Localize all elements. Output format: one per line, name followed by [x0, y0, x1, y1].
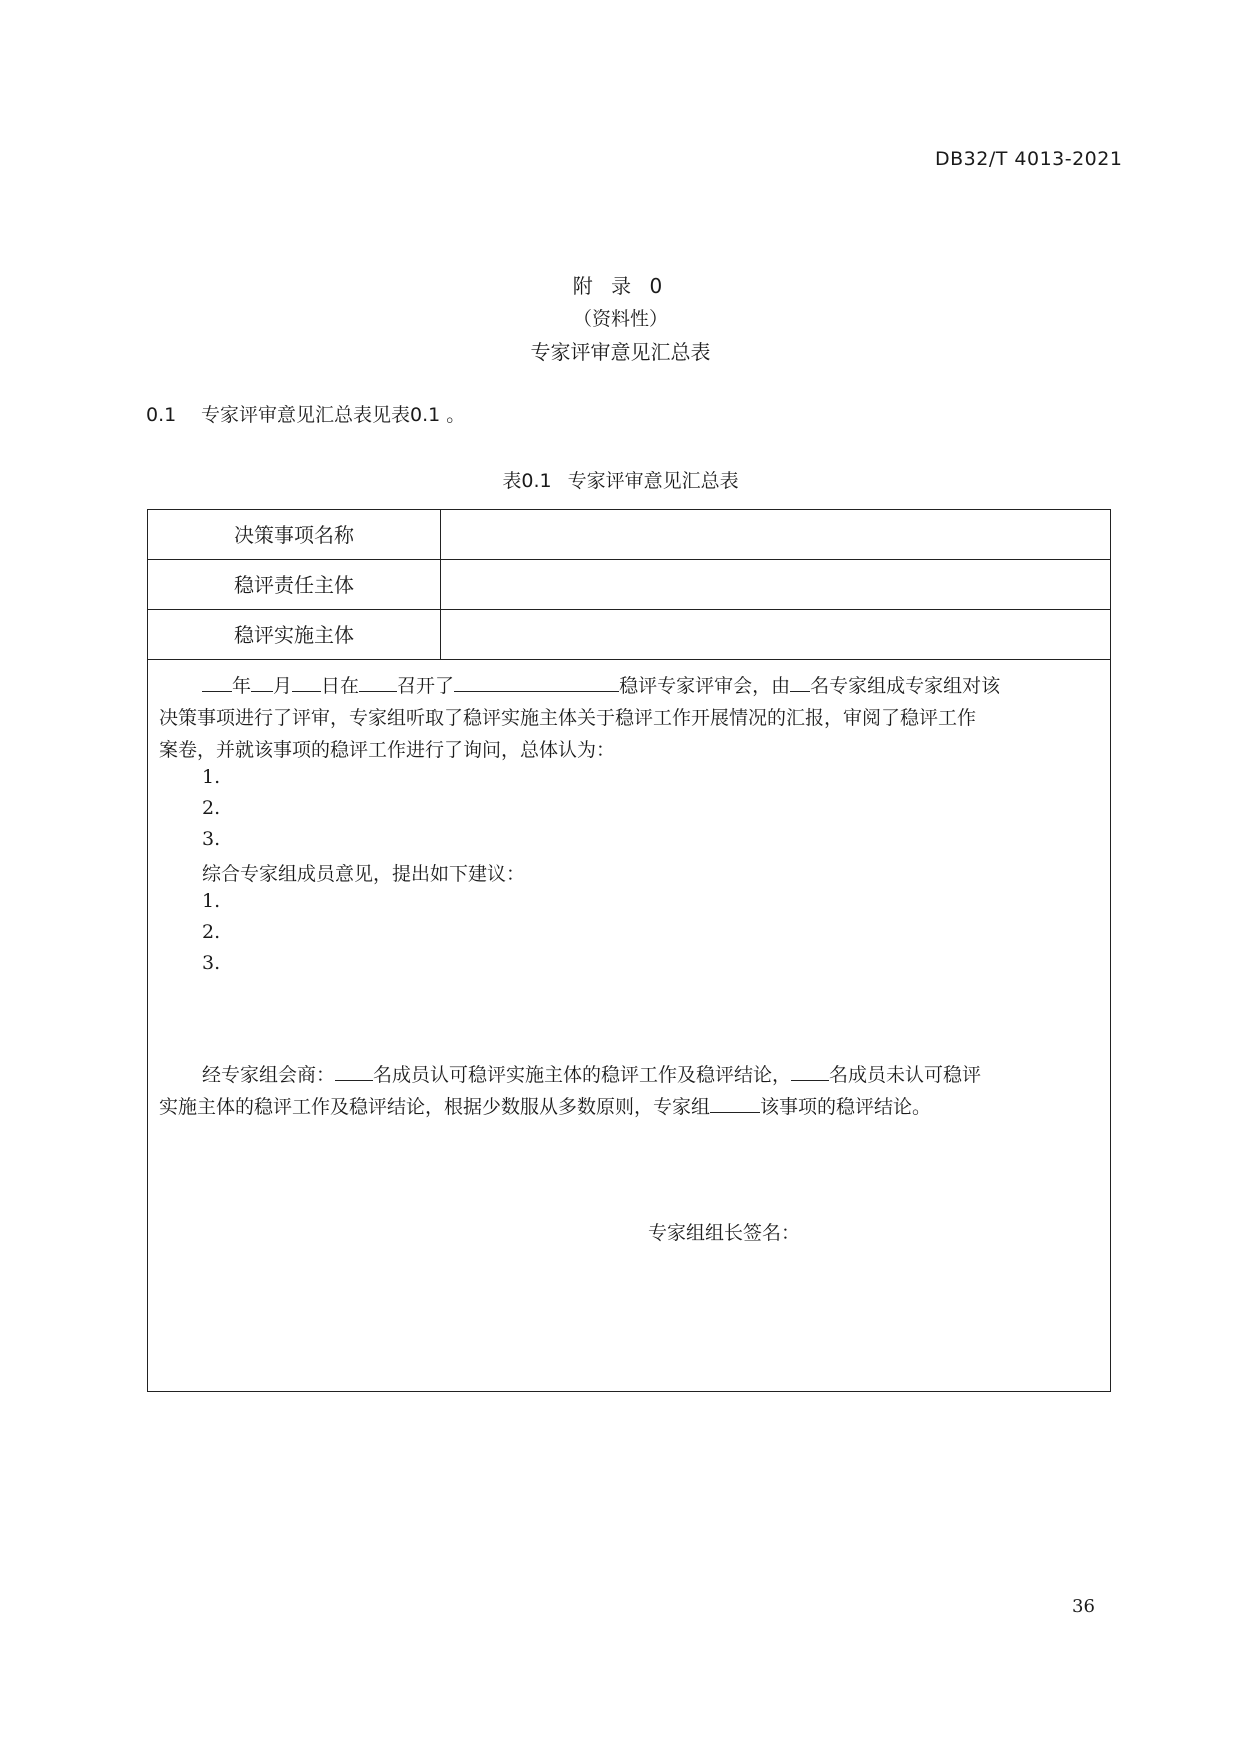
intro-line-3: 案卷，并就该事项的稳评工作进行了询问，总体认为： [159, 739, 616, 761]
intro-line-2: 决策事项进行了评审，专家组听取了稳评实施主体关于稳评工作开展情况的汇报，审阅了稳评工作 [159, 707, 977, 729]
decision-name-field[interactable] [441, 510, 1110, 559]
suggestion-item: 3. [202, 952, 221, 974]
suggestion-item: 2. [202, 921, 221, 943]
group-decision-blank[interactable] [710, 1092, 760, 1113]
finding-item: 1. [202, 766, 221, 788]
appendix-name: 专家评审意见汇总表 [530, 340, 711, 364]
appendix-nature: （资料性） [572, 308, 668, 330]
table-caption [0, 466, 1241, 493]
row-label: 决策事项名称 [148, 510, 441, 559]
clause-0-1 [146, 400, 465, 427]
approve-count-blank[interactable] [335, 1060, 373, 1081]
responsible-party-field[interactable] [441, 560, 1110, 609]
implementing-party-field[interactable] [441, 610, 1110, 659]
table-title: 专家评审意见汇总表 [567, 470, 739, 492]
form-row-responsible-party [148, 560, 1110, 610]
document-code: DB32/T 4013-2021 [935, 148, 1123, 170]
clause-number: 0.1 [146, 404, 177, 426]
signature-label: 专家组组长签名： [648, 1222, 801, 1244]
form-row-implementing-party [148, 610, 1110, 660]
finding-item: 3. [202, 828, 221, 850]
clause-text: 专家评审意见汇总表见表0.1 。 [201, 404, 466, 426]
expert-count-blank[interactable] [790, 671, 810, 692]
intro-line-1: 年 月 日在 召开了 稳评专家评审会，由 名专家组成专家组对该 [202, 671, 1000, 698]
month-blank[interactable] [251, 671, 273, 692]
table-number: 表0.1 [502, 470, 552, 492]
page-number: 36 [1072, 1596, 1095, 1617]
row-label: 稳评责任主体 [148, 560, 441, 609]
form-row-decision-name [148, 510, 1110, 560]
location-blank[interactable] [359, 671, 397, 692]
suggestion-heading: 综合专家组成员意见，提出如下建议： [202, 863, 526, 885]
expert-review-form [147, 509, 1111, 1392]
conclusion-line-1: 经专家组会商： 名成员认可稳评实施主体的稳评工作及稳评结论， 名成员未认可稳评 [202, 1060, 981, 1087]
meeting-blank[interactable] [454, 671, 619, 692]
conclusion-line-2: 实施主体的稳评工作及稳评结论，根据少数服从多数原则，专家组 该事项的稳评结论。 [159, 1092, 931, 1119]
finding-item: 2. [202, 797, 221, 819]
appendix-title: 附 录 0 [572, 274, 669, 298]
suggestion-item: 1. [202, 890, 221, 912]
row-label: 稳评实施主体 [148, 610, 441, 659]
day-blank[interactable] [292, 671, 321, 692]
review-opinion-body [148, 660, 1110, 1391]
disapprove-count-blank[interactable] [791, 1060, 829, 1081]
year-blank[interactable] [202, 671, 232, 692]
